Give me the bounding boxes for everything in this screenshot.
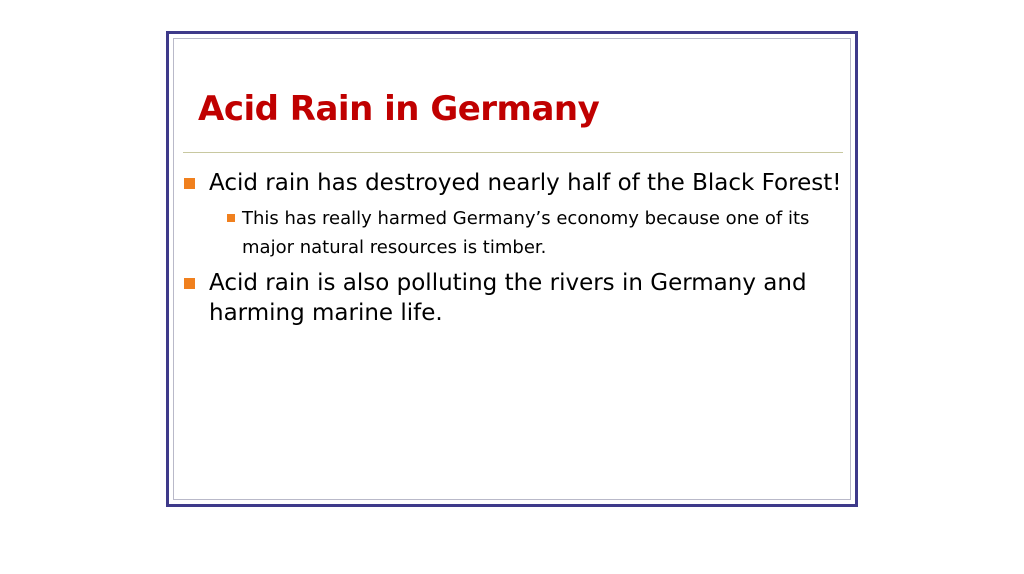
- orange-square-bullet-icon: [227, 214, 235, 222]
- slide-frame: [166, 31, 858, 507]
- bullet-text: Acid rain is also polluting the rivers in Germany and harming marine life.: [209, 270, 807, 326]
- orange-square-bullet-icon: [184, 278, 195, 289]
- bullet-text: Acid rain has destroyed nearly half of the Black Forest!: [209, 170, 842, 196]
- bullet-item-level-1: [183, 168, 851, 198]
- bullet-list: [183, 168, 851, 334]
- slide-title: Acid Rain in Germany: [198, 89, 600, 129]
- bullet-text: This has really harmed Germany’s economy because one of its major natural resources is timber.: [242, 208, 810, 258]
- title-divider: [183, 152, 843, 153]
- orange-square-bullet-icon: [184, 178, 195, 189]
- bullet-item-level-1: [183, 268, 851, 328]
- bullet-item-level-2: [216, 204, 862, 262]
